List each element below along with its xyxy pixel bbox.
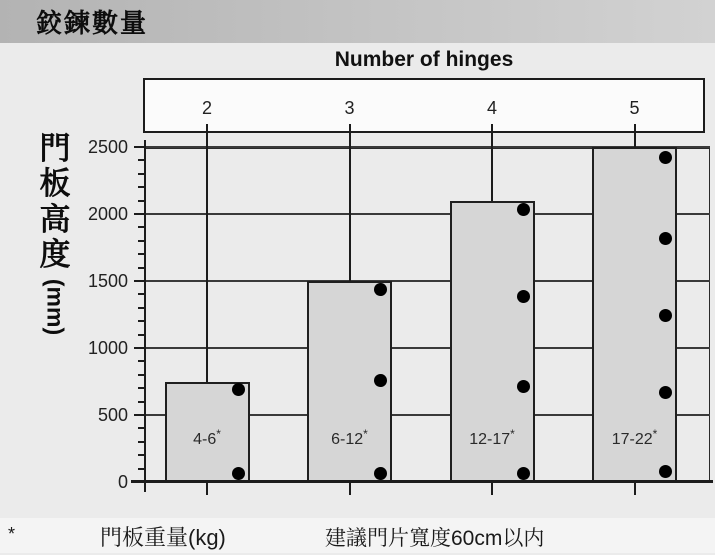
door-weight-range-label: 17-22* — [611, 427, 658, 448]
y-axis-label-char: 門 — [39, 131, 71, 166]
y-tick-label-1000: 1000 — [87, 338, 128, 358]
hinge-count-label-2: 2 — [201, 98, 212, 118]
hinge-count-label-4: 4 — [486, 98, 497, 118]
y-axis-label-char: 高 — [39, 201, 71, 237]
door-weight-range-label: 12-17* — [469, 427, 515, 448]
door-weight-range-label: 4-6* — [193, 427, 221, 448]
hinge-position-dot — [517, 467, 530, 480]
page-title: 鉸鍊數量 — [36, 8, 149, 38]
footnote-ref-asterisk: * — [510, 427, 515, 441]
hinge-count-label-3: 3 — [344, 98, 355, 118]
chart-title: Number of hinges — [334, 48, 514, 71]
y-tick-label-1500: 1500 — [87, 271, 128, 291]
hinge-position-dot — [659, 465, 672, 478]
hinge-position-dot — [232, 383, 245, 396]
y-axis-label — [36, 131, 74, 338]
y-axis-unit-text: (mm) — [42, 279, 69, 336]
hinge-count-label-5: 5 — [629, 98, 640, 118]
footnote-ref-asterisk: * — [363, 427, 368, 441]
hinge-position-dot — [517, 380, 530, 393]
footnote-door-width: 建議門片寬度60cm以内 — [325, 527, 545, 550]
footnote-ref-asterisk: * — [216, 427, 221, 441]
title-bar — [0, 0, 715, 43]
hinge-position-dot — [374, 283, 387, 296]
hinge-position-dot — [517, 203, 530, 216]
y-tick-label-2000: 2000 — [87, 204, 128, 224]
y-axis-label-char: 度 — [39, 236, 71, 272]
y-tick-label-2500: 2500 — [87, 137, 128, 157]
hinge-position-dot — [374, 374, 387, 387]
footnote-ref-asterisk: * — [652, 427, 658, 441]
hinge-position-dot — [232, 467, 245, 480]
footnote-asterisk: * — [8, 524, 16, 544]
y-tick-label-500: 500 — [97, 405, 128, 425]
y-axis-line — [144, 140, 146, 492]
door-weight-range-label: 6-12* — [331, 427, 368, 448]
hinge-position-dot — [517, 290, 530, 303]
y-axis-label-char: 板 — [39, 166, 71, 202]
footnote-door-weight: 門板重量(kg) — [100, 525, 226, 550]
y-tick-label-0: 0 — [117, 472, 128, 492]
hinge-position-dot — [374, 467, 387, 480]
x-axis-line — [131, 480, 713, 483]
